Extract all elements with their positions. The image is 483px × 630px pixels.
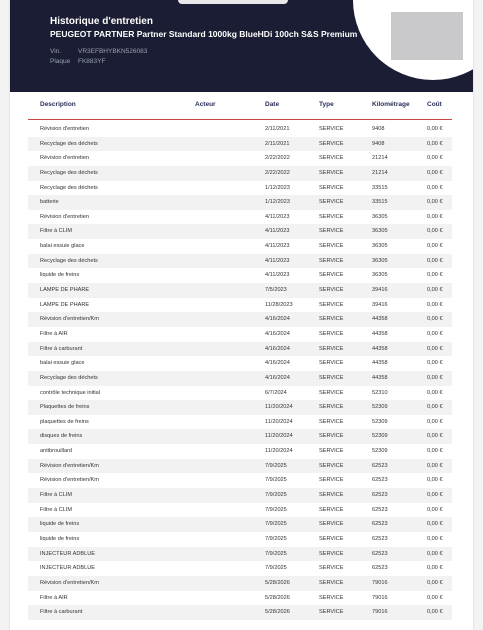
table-row — [28, 254, 452, 269]
cell-type: SERVICE — [319, 550, 344, 557]
cell-type: SERVICE — [319, 272, 344, 279]
table-row — [28, 224, 452, 239]
table-row — [28, 532, 452, 547]
table-row — [28, 312, 452, 327]
cell-description: Recyclage des déchets — [40, 257, 98, 264]
cell-mileage: 62523 — [372, 550, 388, 557]
cell-type: SERVICE — [319, 199, 344, 206]
cell-cost: 0,00 € — [427, 126, 443, 132]
cell-description: Filtre à AIR — [40, 594, 68, 601]
cell-description: Révision d'entretien — [40, 155, 89, 162]
table-row — [28, 547, 452, 562]
cell-cost: 0,00 € — [427, 389, 443, 396]
cell-mileage: 9408 — [372, 140, 385, 147]
cell-date: 5/28/2026 — [265, 579, 290, 586]
cell-cost: 0,00 € — [427, 213, 443, 220]
cell-description: LAMPE DE PHARE — [40, 301, 90, 308]
cell-description: Révision d'entretien — [40, 126, 89, 132]
page-title: Historique d'entretien — [50, 16, 153, 27]
column-header-type: Type — [319, 101, 334, 108]
cell-type: SERVICE — [319, 184, 344, 191]
cell-cost: 0,00 € — [427, 609, 443, 616]
cell-date: 2/22/2022 — [265, 155, 290, 162]
cell-description: contrôle technique initial — [40, 389, 101, 396]
table-row — [28, 459, 452, 474]
cell-description: Filtre à CLIM — [40, 228, 73, 235]
table-row — [28, 386, 452, 401]
cell-description: Recyclage des déchets — [40, 140, 98, 147]
cell-description: Plaquettes de freins — [40, 404, 90, 411]
cell-date: 4/11/2023 — [265, 243, 290, 250]
cell-type: SERVICE — [319, 155, 344, 162]
table-row — [28, 561, 452, 576]
cell-description: Révision d'entretien/Km — [40, 477, 99, 484]
cell-cost: 0,00 € — [427, 360, 443, 367]
cell-cost: 0,00 € — [427, 155, 443, 162]
cell-mileage: 62523 — [372, 492, 388, 499]
cell-mileage: 62523 — [372, 535, 388, 542]
cell-mileage: 62523 — [372, 477, 388, 484]
table-row — [28, 488, 452, 503]
cell-mileage: 21214 — [372, 155, 388, 162]
cell-description: balai essuie glace — [40, 243, 85, 250]
cell-mileage: 52309 — [372, 433, 388, 440]
cell-date: 4/11/2023 — [265, 213, 290, 220]
table-row — [28, 122, 452, 137]
cell-cost: 0,00 € — [427, 521, 443, 528]
table-row — [28, 283, 452, 298]
cell-description: Filtre à carburant — [40, 609, 83, 616]
cell-description: Révision d'entretien/Km — [40, 316, 99, 323]
cell-cost: 0,00 € — [427, 140, 443, 147]
cell-date: 11/20/2024 — [265, 448, 293, 455]
cell-description: plaquettes de freins — [40, 418, 89, 425]
cell-description: Recyclage des déchets — [40, 374, 98, 381]
cell-description: LAMPE DE PHARE — [40, 287, 90, 294]
cell-type: SERVICE — [319, 243, 344, 250]
cell-mileage: 52309 — [372, 404, 388, 411]
cell-type: SERVICE — [319, 492, 344, 499]
cell-type: SERVICE — [319, 579, 344, 586]
cell-mileage: 62523 — [372, 521, 388, 528]
top-pill-decoration — [178, 0, 288, 4]
column-header-cost: Coût — [427, 101, 442, 108]
cell-date: 7/9/2025 — [265, 550, 287, 557]
cell-mileage: 62523 — [372, 462, 388, 469]
cell-date: 7/9/2025 — [265, 477, 287, 484]
cell-date: 7/5/2023 — [265, 287, 287, 294]
cell-mileage: 44358 — [372, 345, 388, 352]
cell-description: Filtre à AIR — [40, 330, 68, 337]
cell-type: SERVICE — [319, 301, 344, 308]
cell-date: 11/20/2024 — [265, 404, 293, 411]
table-row — [28, 503, 452, 518]
cell-date: 11/28/2023 — [265, 301, 293, 308]
cell-date: 7/9/2025 — [265, 521, 287, 528]
cell-cost: 0,00 € — [427, 374, 443, 381]
vin-line — [50, 48, 147, 55]
cell-description: liquide de freins — [40, 521, 80, 528]
cell-date: 7/9/2025 — [265, 506, 287, 513]
cell-type: SERVICE — [319, 257, 344, 264]
cell-type: SERVICE — [319, 565, 344, 572]
cell-cost: 0,00 € — [427, 462, 443, 469]
table-row — [28, 195, 452, 210]
cell-cost: 0,00 € — [427, 169, 443, 176]
cell-type: SERVICE — [319, 462, 344, 469]
cell-date: 4/11/2023 — [265, 228, 290, 235]
cell-date: 5/28/2026 — [265, 609, 290, 616]
cell-description: liquide de freins — [40, 272, 80, 279]
cell-type: SERVICE — [319, 126, 344, 132]
cell-mileage: 36305 — [372, 243, 388, 250]
cell-cost: 0,00 € — [427, 433, 443, 440]
cell-mileage: 52309 — [372, 448, 388, 455]
column-header-actor: Acteur — [195, 101, 216, 108]
cell-date: 2/11/2021 — [265, 126, 290, 132]
cell-cost: 0,00 € — [427, 272, 443, 279]
table-body — [28, 122, 452, 620]
cell-mileage: 36305 — [372, 213, 388, 220]
table-row — [28, 605, 452, 620]
cell-type: SERVICE — [319, 374, 344, 381]
cell-date: 2/22/2022 — [265, 169, 290, 176]
cell-type: SERVICE — [319, 404, 344, 411]
table-row — [28, 298, 452, 313]
table-row — [28, 151, 452, 166]
cell-type: SERVICE — [319, 535, 344, 542]
cell-mileage: 39416 — [372, 301, 388, 308]
cell-mileage: 52310 — [372, 389, 388, 396]
cell-mileage: 79016 — [372, 594, 388, 601]
table-row — [28, 356, 452, 371]
cell-description: Révision d'entretien/Km — [40, 462, 99, 469]
cell-date: 4/16/2024 — [265, 316, 290, 323]
cell-mileage: 39416 — [372, 287, 388, 294]
cell-date: 4/16/2024 — [265, 330, 290, 337]
cell-date: 6/7/2024 — [265, 389, 287, 396]
cell-cost: 0,00 € — [427, 535, 443, 542]
cell-mileage: 33515 — [372, 199, 388, 206]
cell-cost: 0,00 € — [427, 404, 443, 411]
cell-type: SERVICE — [319, 448, 344, 455]
cell-description: Recyclage des déchets — [40, 169, 98, 176]
cell-mileage: 9408 — [372, 126, 385, 132]
table-row — [28, 239, 452, 254]
cell-mileage: 79016 — [372, 579, 388, 586]
cell-description: INJECTEUR ADBLUE — [40, 550, 96, 557]
cell-cost: 0,00 € — [427, 565, 443, 572]
cell-cost: 0,00 € — [427, 316, 443, 323]
cell-type: SERVICE — [319, 345, 344, 352]
cell-date: 4/16/2024 — [265, 345, 290, 352]
cell-mileage: 79016 — [372, 609, 388, 616]
cell-date: 4/16/2024 — [265, 374, 290, 381]
cell-type: SERVICE — [319, 213, 344, 220]
cell-cost: 0,00 € — [427, 579, 443, 586]
cell-type: SERVICE — [319, 506, 344, 513]
cell-description: Révision d'entretien — [40, 213, 89, 220]
cell-type: SERVICE — [319, 433, 344, 440]
plate-line — [50, 58, 105, 65]
cell-type: SERVICE — [319, 316, 344, 323]
plate-value: FK883YF — [78, 58, 106, 65]
cell-date: 2/11/2021 — [265, 140, 290, 147]
table-row — [28, 444, 452, 459]
cell-description: balai essuie glace — [40, 360, 85, 367]
vin-label: Vin. — [50, 48, 62, 55]
cell-cost: 0,00 € — [427, 243, 443, 250]
table-row — [28, 137, 452, 152]
cell-type: SERVICE — [319, 418, 344, 425]
cell-cost: 0,00 € — [427, 257, 443, 264]
cell-type: SERVICE — [319, 169, 344, 176]
document-sheet — [10, 0, 473, 630]
cell-date: 4/11/2023 — [265, 272, 290, 279]
table-header — [28, 97, 452, 120]
cell-mileage: 44358 — [372, 360, 388, 367]
column-header-mileage: Kilométrage — [372, 101, 410, 108]
cell-description: batterie — [40, 199, 59, 206]
table-row — [28, 181, 452, 196]
table-row — [28, 429, 452, 444]
cell-type: SERVICE — [319, 287, 344, 294]
cell-cost: 0,00 € — [427, 184, 443, 191]
cell-cost: 0,00 € — [427, 330, 443, 337]
cell-date: 4/11/2023 — [265, 257, 290, 264]
table-row — [28, 210, 452, 225]
cell-cost: 0,00 € — [427, 345, 443, 352]
cell-type: SERVICE — [319, 609, 344, 616]
cell-type: SERVICE — [319, 594, 344, 601]
cell-cost: 0,00 € — [427, 477, 443, 484]
vehicle-photo-placeholder — [391, 12, 463, 60]
cell-mileage: 36305 — [372, 257, 388, 264]
cell-date: 7/9/2025 — [265, 565, 287, 572]
column-header-description: Description — [40, 101, 76, 108]
cell-date: 7/9/2025 — [265, 492, 287, 499]
column-header-date: Date — [265, 101, 280, 108]
cell-description: Révision d'entretien/Km — [40, 579, 99, 586]
table-row — [28, 400, 452, 415]
cell-date: 7/9/2025 — [265, 462, 287, 469]
cell-description: liquide de freins — [40, 535, 80, 542]
cell-description: Filtre à carburant — [40, 345, 83, 352]
cell-cost: 0,00 € — [427, 594, 443, 601]
cell-type: SERVICE — [319, 228, 344, 235]
cell-date: 1/12/2023 — [265, 184, 290, 191]
table-row — [28, 268, 452, 283]
table-row — [28, 342, 452, 357]
cell-description: antibrouillard — [40, 448, 73, 455]
table-row — [28, 371, 452, 386]
cell-type: SERVICE — [319, 360, 344, 367]
cell-description: Filtre à CLIM — [40, 492, 73, 499]
cell-mileage: 52309 — [372, 418, 388, 425]
cell-type: SERVICE — [319, 521, 344, 528]
cell-description: Filtre à CLIM — [40, 506, 73, 513]
cell-type: SERVICE — [319, 140, 344, 147]
cell-cost: 0,00 € — [427, 448, 443, 455]
cell-cost: 0,00 € — [427, 199, 443, 206]
cell-date: 7/9/2025 — [265, 535, 287, 542]
cell-mileage: 33515 — [372, 184, 388, 191]
table-row — [28, 517, 452, 532]
table-row — [28, 591, 452, 606]
cell-mileage: 44358 — [372, 330, 388, 337]
cell-date: 5/28/2026 — [265, 594, 290, 601]
cell-date: 1/12/2023 — [265, 199, 290, 206]
cell-cost: 0,00 € — [427, 418, 443, 425]
table-row — [28, 166, 452, 181]
table-row — [28, 473, 452, 488]
table-row — [28, 415, 452, 430]
cell-description: Recyclage des déchets — [40, 184, 98, 191]
cell-mileage: 44358 — [372, 316, 388, 323]
vehicle-name: PEUGEOT PARTNER Partner Standard 1000kg BlueHDi 100ch S&S Premium — [50, 29, 358, 39]
cell-mileage: 44358 — [372, 374, 388, 381]
cell-type: SERVICE — [319, 330, 344, 337]
cell-type: SERVICE — [319, 477, 344, 484]
cell-description: disques de freins — [40, 433, 83, 440]
cell-date: 11/20/2024 — [265, 433, 293, 440]
cell-cost: 0,00 € — [427, 506, 443, 513]
cell-mileage: 62523 — [372, 565, 388, 572]
cell-mileage: 36305 — [372, 228, 388, 235]
table-row — [28, 327, 452, 342]
cell-cost: 0,00 € — [427, 550, 443, 557]
cell-cost: 0,00 € — [427, 228, 443, 235]
cell-mileage: 62523 — [372, 506, 388, 513]
plate-label: Plaque — [50, 58, 71, 65]
cell-cost: 0,00 € — [427, 301, 443, 308]
cell-mileage: 36305 — [372, 272, 388, 279]
cell-date: 4/16/2024 — [265, 360, 290, 367]
cell-description: INJECTEUR ADBLUE — [40, 565, 96, 572]
cell-mileage: 21214 — [372, 169, 388, 176]
cell-type: SERVICE — [319, 389, 344, 396]
table-row — [28, 576, 452, 591]
vin-value: VR3EFBHYBKN526083 — [78, 48, 148, 55]
cell-date: 11/20/2024 — [265, 418, 293, 425]
cell-cost: 0,00 € — [427, 492, 443, 499]
cell-cost: 0,00 € — [427, 287, 443, 294]
